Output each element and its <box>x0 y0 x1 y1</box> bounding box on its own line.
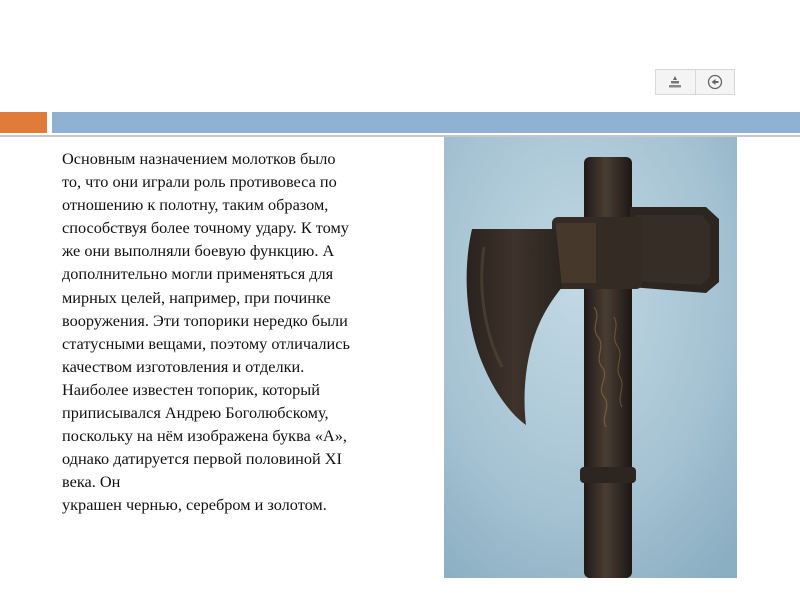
header-accent-bar <box>0 112 47 133</box>
axe-photo <box>444 137 737 578</box>
header-title-bar <box>52 112 800 133</box>
slide-body-text: Основным назначением молотков было то, что они играли роль противовеса по отношению к полотну, таким образом, способствуя более точному удару. К тому же они выполняли боевую функцию. А дополнительно могли применяться для мирных целей, например, при починке вооружения. Эти топорики нередко были статусными вещами, поэтому отличались качеством изготовления и отделки. Наиболее известен топорик, который приписывался Андрею Боголюбскому, поскольку на нём изображена буква «А», однако датируется первой половиной XI века. Он украшен чернью, серебром и золотом. <box>62 149 350 515</box>
home-nav-button[interactable] <box>656 70 695 94</box>
back-nav-button[interactable] <box>695 70 735 94</box>
slide-navigation <box>655 69 735 95</box>
back-arrow-circle-icon <box>707 74 723 90</box>
home-pyramid-icon <box>667 75 683 89</box>
